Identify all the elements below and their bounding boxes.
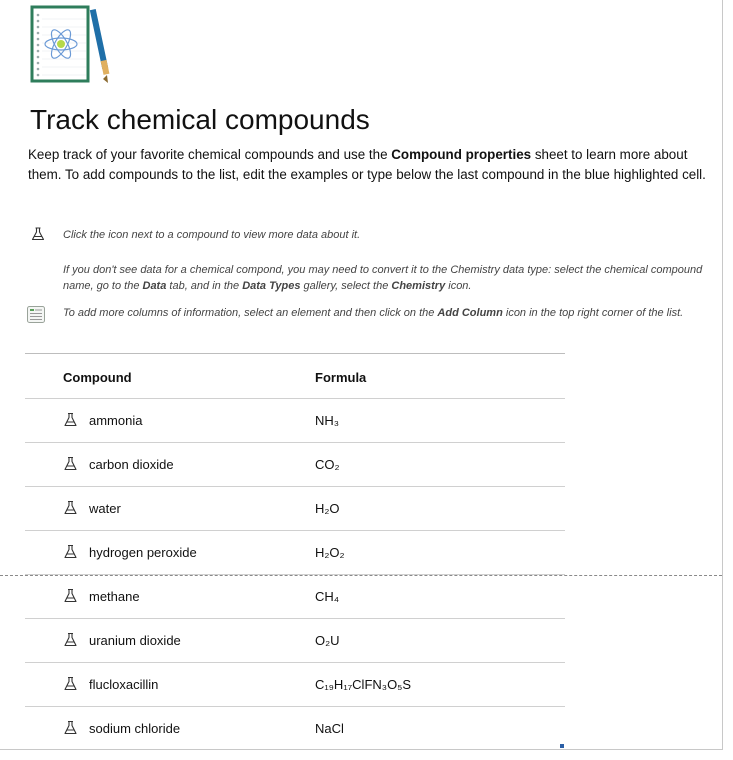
row-divider (25, 706, 565, 707)
tip3-text-a: To add more columns of information, select an element and then click on the (63, 307, 438, 319)
tip2-text-e: icon. (445, 280, 472, 292)
page-edge-right (722, 0, 723, 750)
chemistry-data-type-icon[interactable] (63, 720, 78, 735)
compound-formula[interactable]: CO₂ (315, 457, 340, 472)
compound-formula[interactable]: CH₄ (315, 589, 340, 604)
row-divider (25, 398, 565, 399)
row-divider (25, 442, 565, 443)
chemistry-data-type-icon[interactable] (63, 632, 78, 647)
compound-formula[interactable]: H₂O₂ (315, 545, 345, 560)
chemistry-data-type-icon[interactable] (63, 500, 78, 515)
column-header-compound[interactable]: Compound (63, 370, 132, 385)
compound-name[interactable]: sodium chloride (89, 721, 181, 736)
tip2-text-a: If you don't see data for a chemical compond, you may need to convert it to the Chemistry data type: select the chemical compound name, go to the (63, 264, 703, 292)
tip2-data-types: Data Types (242, 280, 301, 292)
chemistry-data-type-icon[interactable] (63, 456, 78, 471)
compound-name[interactable]: ammonia (89, 413, 143, 428)
row-divider (25, 530, 565, 531)
compound-name[interactable]: hydrogen peroxide (89, 545, 197, 560)
compound-formula[interactable]: H₂O (315, 501, 340, 516)
intro-paragraph (28, 145, 720, 185)
column-header-formula[interactable]: Formula (315, 370, 367, 385)
tip-add-columns (63, 305, 723, 321)
tip2-text-c: tab, and in the (166, 280, 243, 292)
chemistry-data-type-icon[interactable] (63, 544, 78, 559)
compound-name[interactable]: carbon dioxide (89, 457, 174, 472)
compound-properties-sheet-name: Compound properties (391, 147, 532, 162)
row-divider (25, 618, 565, 619)
tip-view-more-data: Click the icon next to a compound to view more data about it. (63, 229, 361, 241)
compound-formula[interactable]: NH₃ (315, 413, 340, 428)
tip3-add-column: Add Column (437, 307, 503, 319)
compound-name[interactable]: uranium dioxide (89, 633, 181, 648)
add-column-icon (26, 304, 46, 324)
intro-text-1: Keep track of your favorite chemical compounds and use the (28, 147, 392, 162)
compound-name[interactable]: methane (89, 589, 140, 604)
row-divider (25, 662, 565, 663)
tip-convert-data-type (63, 262, 708, 294)
table-top-border (25, 353, 565, 354)
compound-formula[interactable]: O₂U (315, 633, 340, 648)
tip2-chemistry: Chemistry (391, 280, 446, 292)
tip2-data-tab: Data (142, 280, 167, 292)
page-edge-bottom (0, 749, 723, 750)
chemistry-data-type-icon[interactable] (63, 588, 78, 603)
intro-text-2: sheet to learn more about them. To add compounds to the list, edit the examples or type below the last compound in the blue highlighted cell. (28, 147, 706, 182)
tip3-text-c: icon in the top right corner of the list. (502, 307, 684, 319)
compound-name[interactable]: water (89, 501, 121, 516)
notebook-atom-pencil-icon (30, 5, 112, 83)
resize-handle[interactable] (560, 744, 564, 748)
page-title: Track chemical compounds (30, 104, 370, 135)
chemistry-data-type-icon[interactable] (63, 412, 78, 427)
tip2-text-d: gallery, select the (300, 280, 392, 292)
page-break-line (0, 575, 722, 576)
chemistry-data-type-icon[interactable] (63, 676, 78, 691)
compound-name[interactable]: flucloxacillin (89, 677, 159, 692)
compound-formula[interactable]: C₁₉H₁₇ClFN₃O₅S (315, 677, 412, 692)
row-divider (25, 486, 565, 487)
compound-formula[interactable]: NaCl (315, 721, 344, 736)
flask-icon (31, 227, 45, 241)
